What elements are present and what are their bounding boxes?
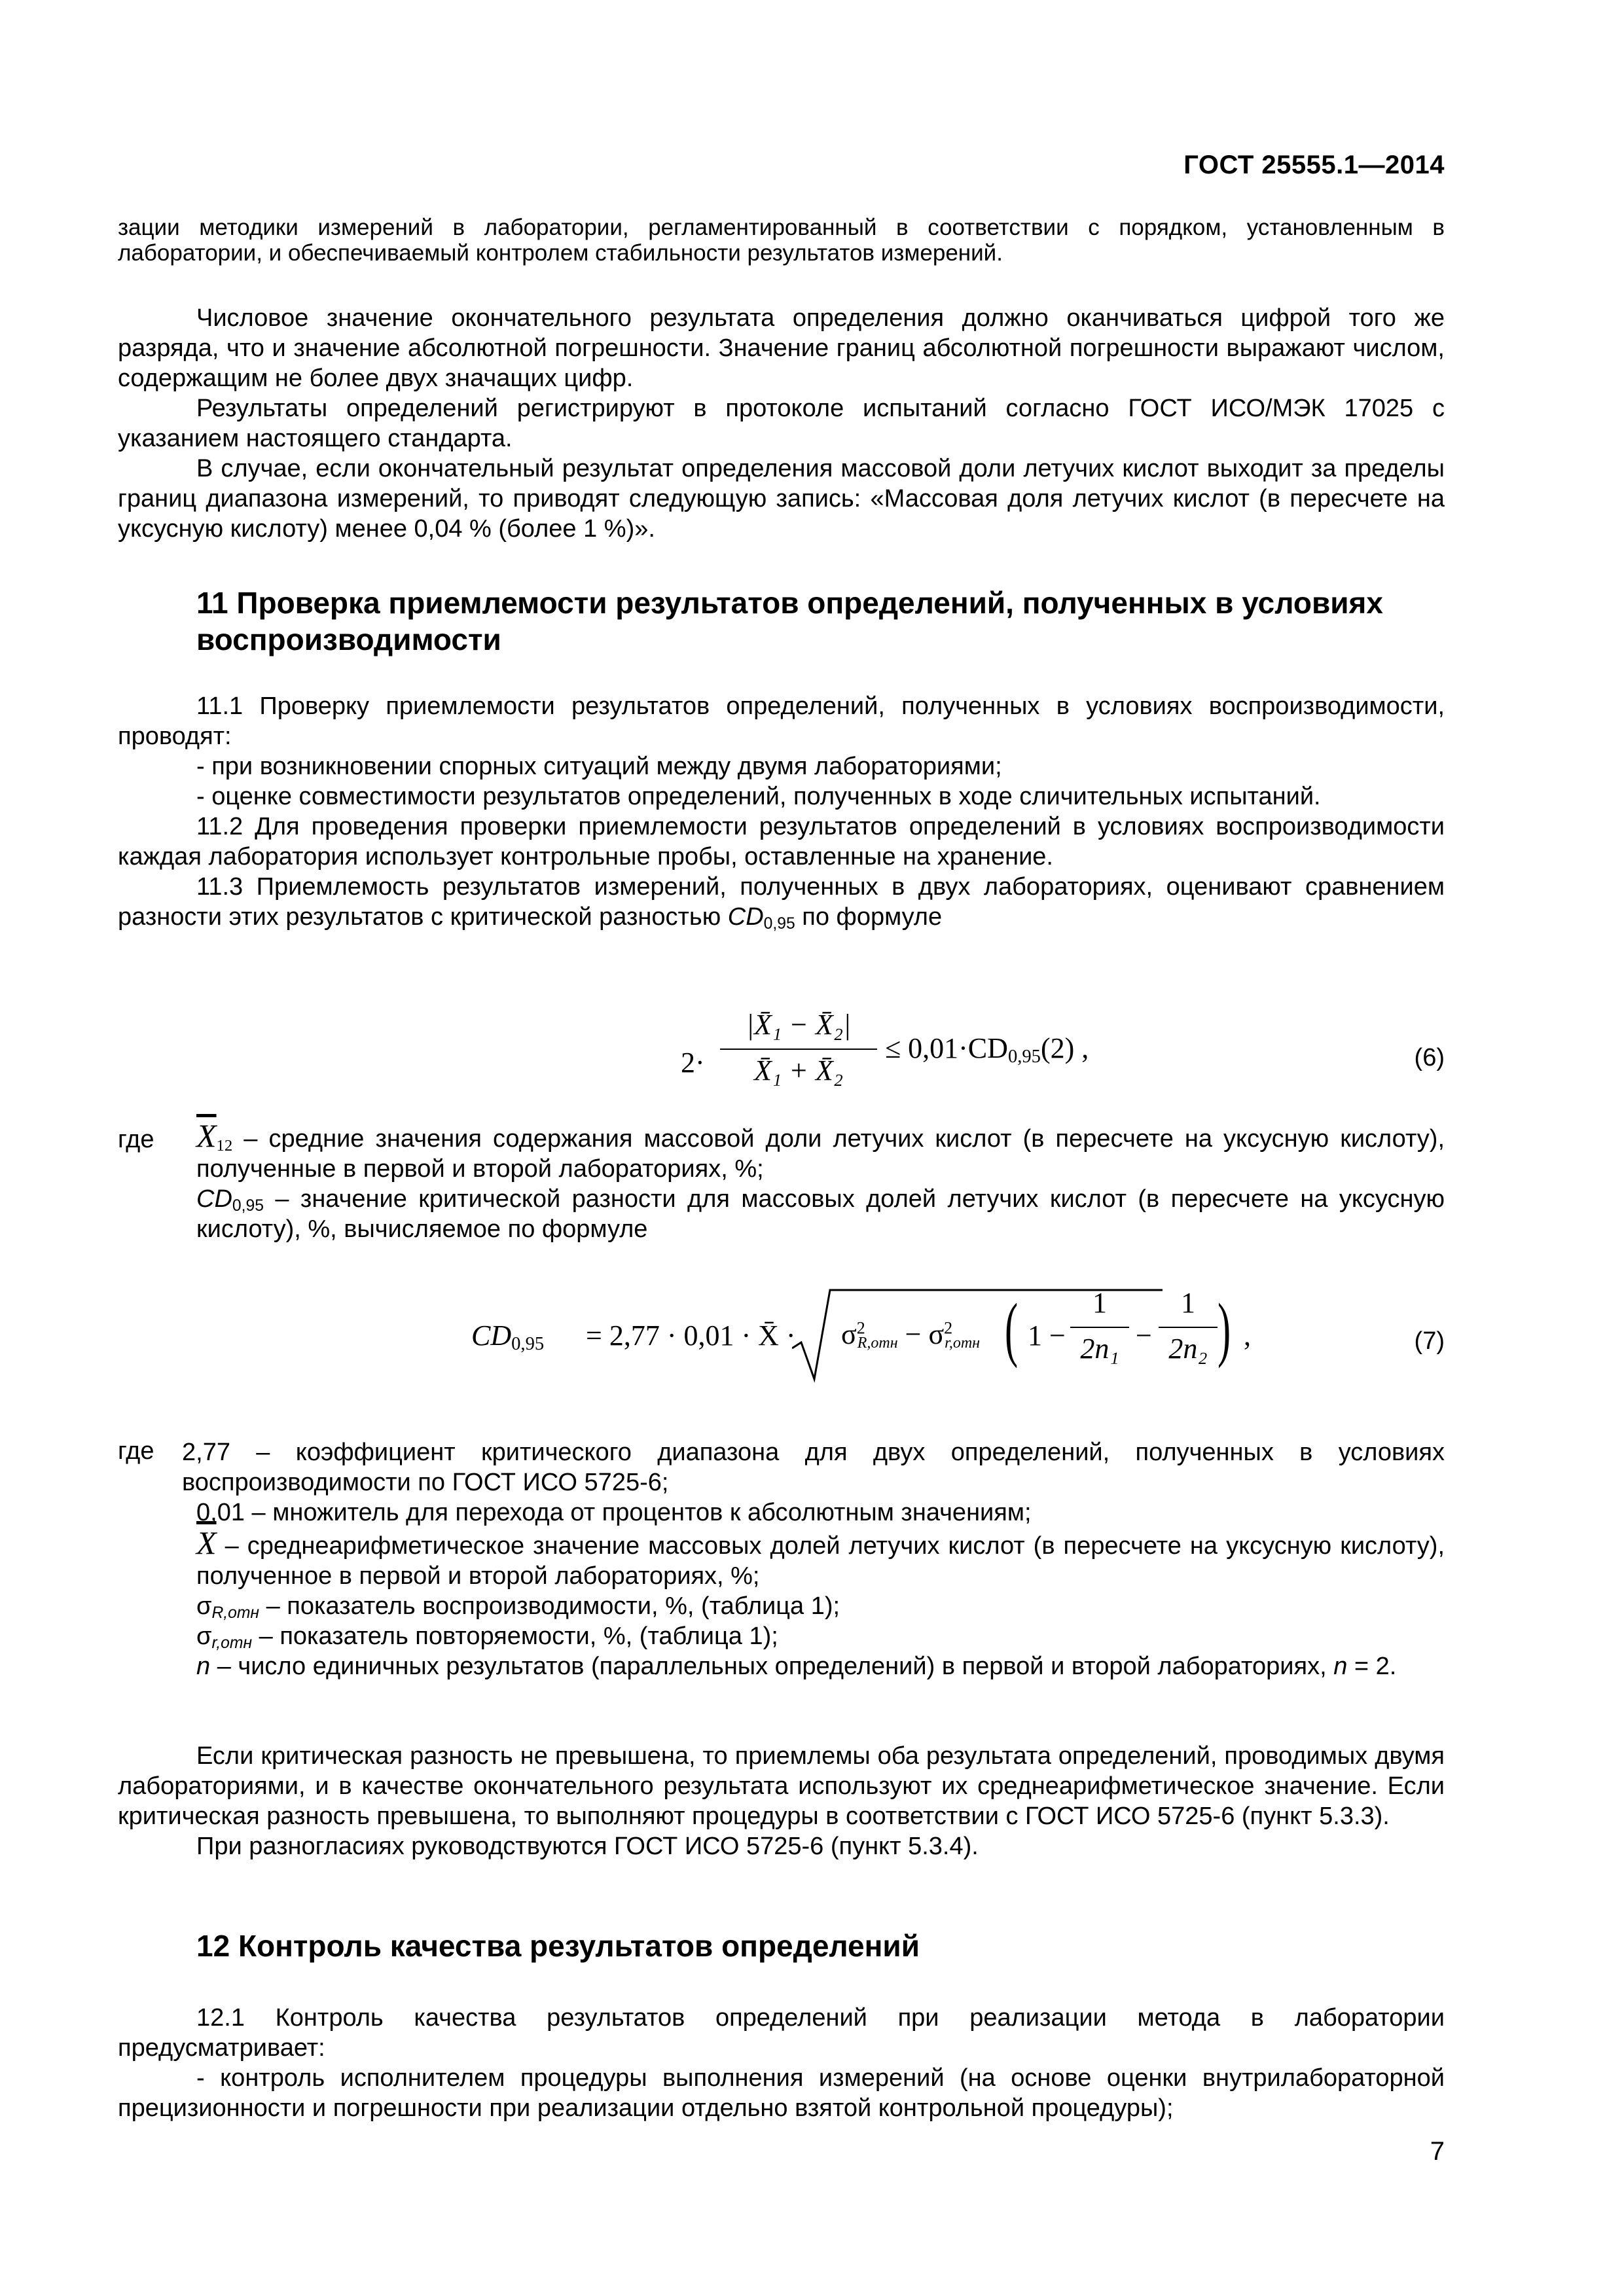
x-symbol: $\overline{X}$ [196,1524,217,1561]
paragraph: 11.2 Для проведения проверки приемлемости результатов определений в условиях воспроизводимости каждая лаборатория использует контрольные пробы, оставленные на хранение. [118,813,1445,870]
sigma-subscript: R,отн [211,1604,260,1623]
paren-right: ) [1218,1289,1231,1369]
paragraph: зации методики измерений в лаборатории, регламентированный в соответствии с порядком, установленным в лаборатории, и обеспечиваемый контролем стабильности результатов измерений. [118,215,1445,266]
explanation-item: 0,01 – множитель для перехода от процентов к абсолютным значениям; [196,1499,1032,1526]
fraction-line [1070,1327,1129,1328]
formula-7-explanation [196,1498,1445,1681]
cd-symbol: CD [727,903,764,931]
formula-rhs [885,1031,1089,1065]
formula-7 [471,1286,1257,1397]
section-11-title: 11 Проверка приемлемости результатов определений, полученных в условиях воспроизводимости [196,586,1383,656]
section-12-body [118,2003,1445,2123]
formula-tail: , [1244,1319,1251,1352]
fraction-line [1159,1327,1218,1328]
explanation-text: = 2. [1354,1653,1397,1680]
sigma-terms: $\sigma^2_{R,отн} - \sigma^2_{r,отн}$ [841,1318,981,1352]
rhs-text: ≤ 0,01·CD [885,1032,1008,1064]
x-symbol: $\overline{X}$ [196,1117,217,1154]
explanation-text: – средние значения содержания массовой доли летучих кислот (в пересчете на уксусную кислоту), полученные в первой и второй лабораториях, %; [196,1125,1445,1183]
explanation-sigma-r [196,1591,1445,1621]
explanation-text: – число единичных результатов (параллельных определений) в первой и второй лабораториях, [217,1653,1327,1680]
formula-lhs [471,1319,545,1355]
lhs-subscript: 0,95 [511,1334,545,1355]
continuation-paragraph [118,215,1445,266]
formula-coefficient: 2· [681,1047,705,1079]
formula-6 [681,1008,1100,1126]
list-item: - при возникновении спорных ситуаций между двумя лабораториями; [196,753,1002,780]
conclusion-paragraphs [118,1741,1445,1861]
list-item: - контроль исполнителем процедуры выполнения измерений (на основе оценки внутрилабораторной прецизионности и погрешности при реализации отдельно взятой контрольной процедуры); [118,2064,1445,2122]
fraction-denominator: 2n₂ [1168,1333,1208,1365]
equation-number-6: (6) [1414,1044,1445,1071]
explanation-xbar [196,1524,1445,1591]
cd-symbol: CD [196,1185,232,1213]
fraction-line [720,1049,877,1050]
explanation-text: – показатель повторяемости, %, (таблица 1); [259,1623,778,1650]
where-label: где [118,1126,154,1153]
sigma-symbol: σ [196,1592,212,1620]
fraction-denominator: 2n₁ [1080,1333,1119,1365]
paren-left: ( [1005,1289,1019,1369]
paragraph: Числовое значение окончательного результата определения должно оканчиваться цифрой того же разряда, что и значение абсолютной погрешности. Значение границ абсолютной погрешности выражают числом, содержащим не более двух значащих цифр. [118,304,1445,392]
paragraph: Если критическая разность не превышена, то приемлемы оба результата определений, проводимых двумя лабораториями, и в качестве окончательного результата используют их среднеарифметическое значение. Если критическая разность превышена, то выполняют процедуры в соответствии с ГОСТ ИСО 5725-6 (пункт 5.3.3). [118,1742,1445,1830]
result-paragraphs [118,303,1445,544]
paragraph [118,872,1445,932]
explanation-sigma-small-r [196,1621,1445,1651]
where-label: где [118,1437,154,1465]
paragraph: При разногласиях руководствуются ГОСТ ИСО 5725-6 (пункт 5.3.4). [196,1833,979,1860]
formula-one: 1 − [1028,1319,1066,1352]
section-12-title: 12 Контроль качества результатов определений [196,1929,920,1963]
page-number: 7 [1430,2137,1445,2166]
lhs-symbol: CD [471,1319,512,1352]
fraction-numerator: 1 [1092,1287,1107,1319]
section-11-body [118,691,1445,932]
sigma-subscript: r,отн [211,1634,253,1653]
x-subscript: 12 [216,1137,233,1155]
rhs-tail: (2) , [1040,1032,1089,1064]
formula-denominator: X̄₁ + X̄₂ [753,1054,844,1086]
paragraph: 11.1 Проверку приемлемости результатов определений, полученных в условиях воспроизводимости, проводят: [118,692,1445,750]
formula-minus: − [1136,1319,1152,1352]
cd-subscript: 0,95 [763,915,795,933]
explanation-cd [196,1184,1445,1244]
n-symbol: n [1333,1653,1348,1680]
n-symbol: n [196,1653,211,1680]
cd-subscript: 0,95 [232,1197,264,1215]
formula-body: = 2,77 · 0,01 · X̄ · [586,1319,796,1352]
paragraph: Результаты определений регистрируют в протоколе испытаний согласно ГОСТ ИСО/МЭК 17025 с указанием настоящего стандарта. [118,395,1445,452]
list-item: - оценке совместимости результатов определений, полученных в ходе сличительных испытаний. [196,783,1321,810]
explanation-text: – среднеарифметическое значение массовых долей летучих кислот (в пересчете на уксусную кислоту), полученное в первой и второй лабораториях, %; [196,1532,1445,1590]
explanation-item: 2,77 – коэффициент критического диапазона для двух определений, полученных в условиях воспроизводимости по ГОСТ ИСО 5725-6; [182,1439,1445,1496]
document-id-header: ГОСТ 25555.1—2014 [1183,151,1445,179]
equation-number-7: (7) [1414,1327,1445,1355]
explanation-text: – значение критической разности для массовых долей летучих кислот (в пересчете на уксусную кислоту), %, вычисляемое по формуле [196,1185,1445,1243]
formula-6-explanation [196,1117,1445,1244]
paragraph-text: по формуле [802,903,943,931]
explanation-x12 [196,1117,1445,1184]
formula-numerator: |X̄₁ − X̄₂| [746,1009,852,1041]
explanation-n [196,1651,1445,1681]
fraction-numerator: 1 [1181,1287,1195,1319]
formula-7-explanation-277 [182,1437,1445,1498]
paragraph: В случае, если окончательный результат определения массовой доли летучих кислот выходит за пределы границ диапазона измерений, то приводят следующую запись: «Массовая доля летучих кислот (в пересчете на уксусную кислоту) менее 0,04 % (более 1 %)». [118,455,1445,543]
paragraph: 12.1 Контроль качества результатов определений при реализации метода в лаборатории предусматривает: [118,2004,1445,2062]
rhs-subscript: 0,95 [1007,1047,1041,1067]
sigma-symbol: σ [196,1623,212,1650]
explanation-text: – показатель воспроизводимости, %, (таблица 1); [266,1592,840,1620]
paragraph-text: 11.3 Приемлемость результатов измерений, полученных в двух лабораториях, оценивают сравнением разности этих результатов с критической разностью [118,873,1445,931]
